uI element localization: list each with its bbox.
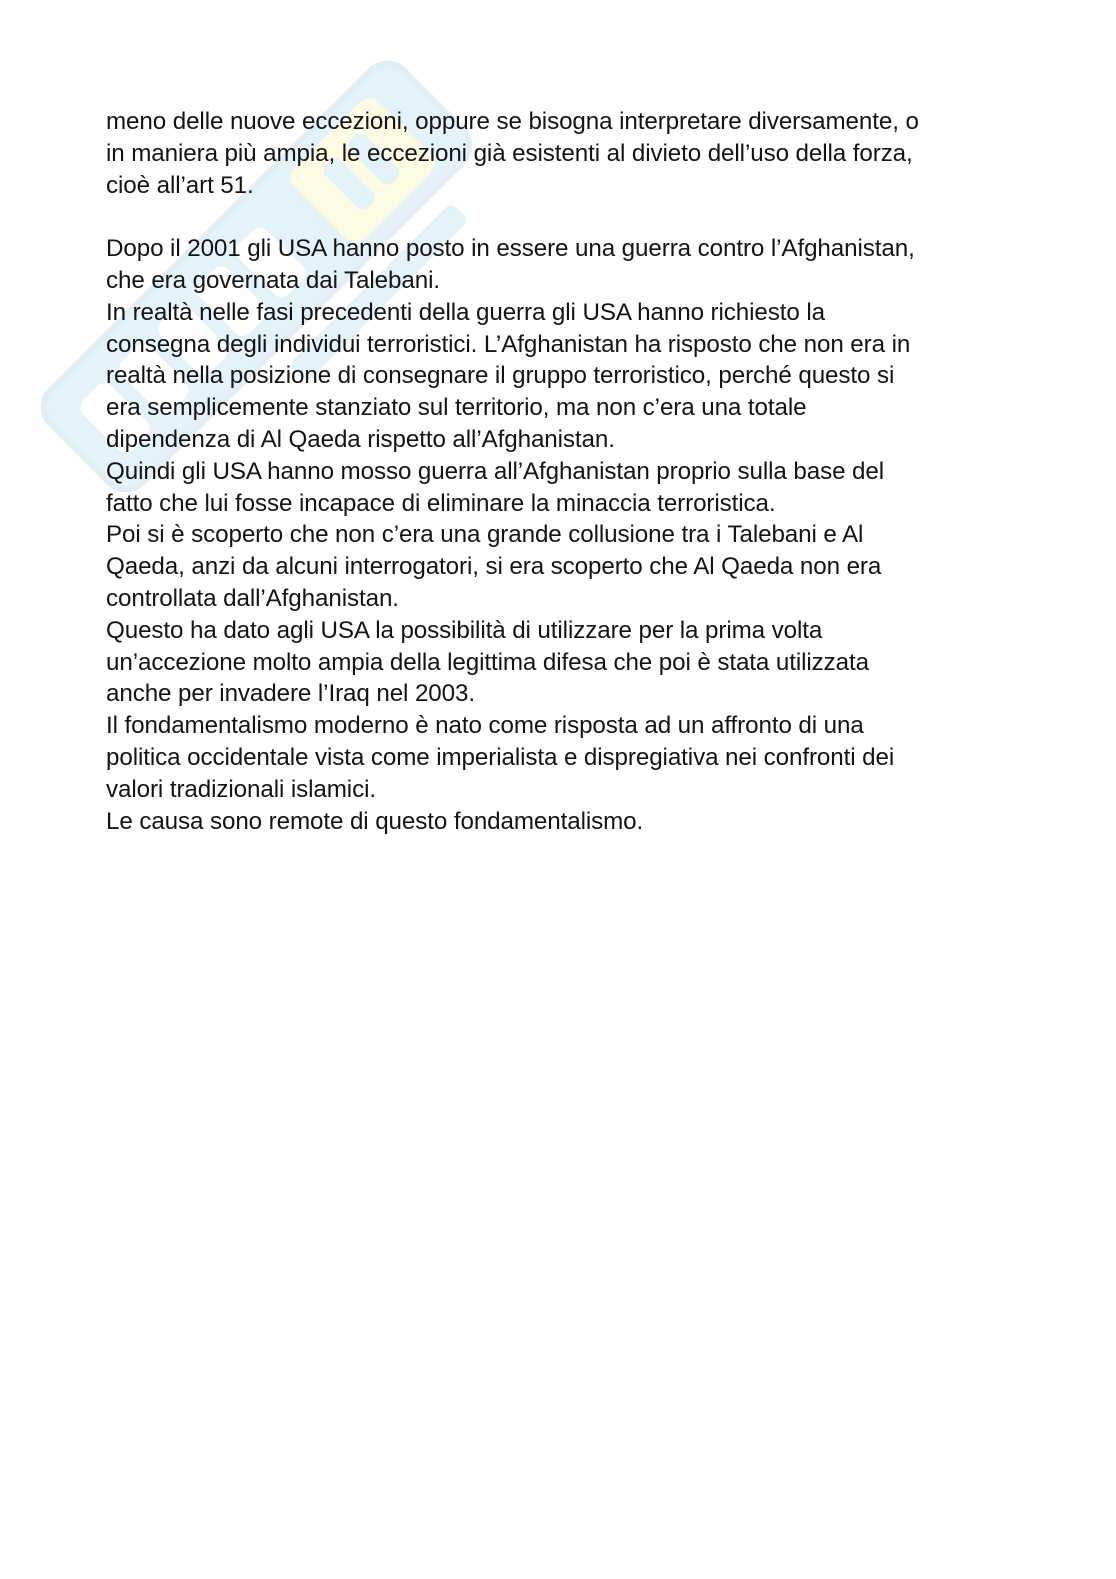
text-line: Quindi gli USA hanno mosso guerra all’Afghanistan proprio sulla base del [106,457,885,485]
text-line: cioè all’art 51. [106,171,254,199]
text-line: consegna degli individui terroristici. L’Afghanistan ha risposto che non era in [106,330,911,358]
text-line: valori tradizionali islamici. [106,775,376,803]
document-body [106,106,1016,837]
text-line: controllata dall’Afghanistan. [106,584,399,612]
text-line: politica occidentale vista come imperialista e dispregiativa nei confronti dei [106,743,895,771]
paragraph-spacer [106,201,1016,233]
text-line: Poi si è scoperto che non c’era una grande collusione tra i Talebani e Al [106,521,864,549]
text-line: dipendenza di Al Qaeda rispetto all’Afghanistan. [106,425,615,453]
text-line: un’accezione molto ampia della legittima difesa che poi è stata utilizzata [106,648,869,676]
text-line: fatto che lui fosse incapace di eliminare la minaccia terroristica. [106,489,776,517]
text-line: in maniera più ampia, le eccezioni già esistenti al divieto dell’uso della forza, [106,139,913,167]
text-line: Qaeda, anzi da alcuni interrogatori, si era scoperto che Al Qaeda non era [106,553,882,581]
text-line: anche per invadere l’Iraq nel 2003. [106,680,475,708]
paragraph-1 [106,106,1016,201]
text-line: realtà nella posizione di consegnare il gruppo terroristico, perché questo si [106,362,895,390]
text-line: Questo ha dato agli USA la possibilità di utilizzare per la prima volta [106,616,823,644]
text-line: Dopo il 2001 gli USA hanno posto in essere una guerra contro l’Afghanistan, [106,235,915,263]
text-line: Le causa sono remote di questo fondamentalismo. [106,807,644,835]
text-line: meno delle nuove eccezioni, oppure se bisogna interpretare diversamente, o [106,108,919,135]
text-line: era semplicemente stanziato sul territorio, ma non c’era una totale [106,394,807,422]
paragraph-2 [106,233,1016,837]
text-line: Il fondamentalismo moderno è nato come risposta ad un affronto di una [106,712,864,740]
text-line: In realtà nelle fasi precedenti della guerra gli USA hanno richiesto la [106,298,825,326]
text-line: che era governata dai Talebani. [106,266,440,294]
